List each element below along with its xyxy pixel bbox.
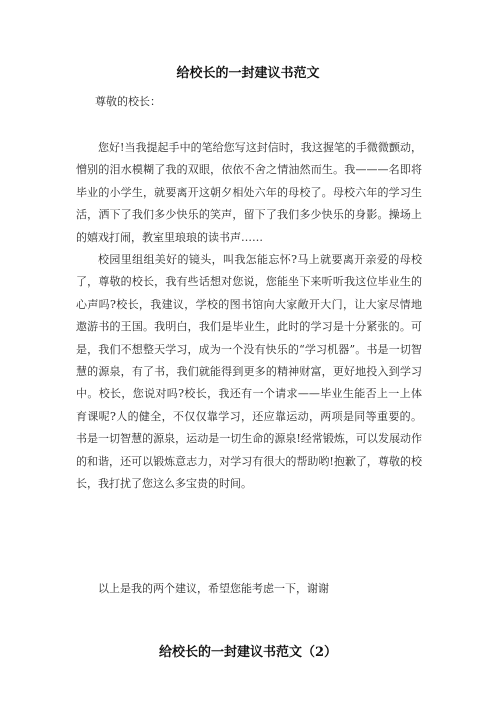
paragraph-3: 以上是我的两个建议，希望您能考虑一下，谢谢 bbox=[98, 582, 329, 595]
next-section-title: 给校长的一封建议书范文（2） bbox=[158, 645, 338, 660]
paragraph-2: 校园里组组美好的镜头，叫我怎能忘怀?马上就要离开亲爱的母校了，尊敬的校长，我有些话想对您说，您能坐下来听听我这位毕业生的心声吗?校长，我建议，学校的图书馆向大家敞开大门，让大家尽情地遨游书的王国。我明白，我们是毕业生，此时的学习是十分紧张的。可是，我们不想整天学习，成为一个没有快乐的“学习机器”。书是一切智慧的源泉，有了书，我们就能得到更多的精神财富，更好地投入到学习中。校长，您说对吗?校长，我还有一个请求——毕业生能否上一上体育课呢?人的健全，不仅仅靠学习，还应靠运动，两项是同等重要的。书是一切智慧的源泉，运动是一切生命的源泉!经常锻炼，可以发展动作的和谐，还可以锻炼意志力，对学习有很大的帮助哟!抱歉了，尊敬的校长，我打扰了您这么多宝贵的时间。 bbox=[76, 253, 422, 491]
paragraph-1: 您好!当我提起手中的笔给您写这封信时，我这握笔的手微微颤动，憎别的泪水模糊了我的双眼，依依不舍之情油然而生。我———名即将毕业的小学生，就要离开这朝夕相处六年的母校了。母校六年的学习生活，洒下了我们多少快乐的笑声，留下了我们多少快乐的身影。操场上的嬉戏打闹，教室里琅琅的读书声…… bbox=[76, 141, 422, 244]
document-title: 给校长的一封建议书范文 bbox=[176, 66, 320, 81]
salutation: 尊敬的校长： bbox=[95, 95, 161, 108]
